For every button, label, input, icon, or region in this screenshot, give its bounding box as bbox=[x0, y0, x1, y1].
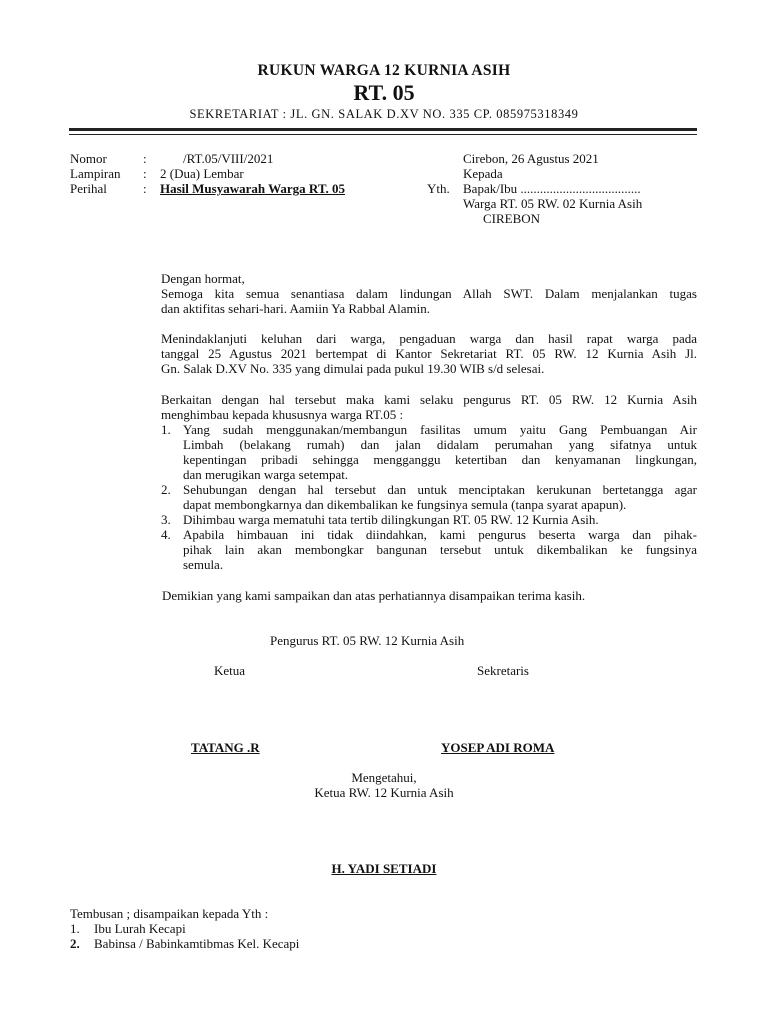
rt-title: RT. 05 bbox=[353, 80, 415, 105]
paragraph-opening bbox=[161, 286, 697, 316]
lampiran-label: Lampiran bbox=[70, 166, 121, 181]
kepada-label: Kepada bbox=[463, 166, 503, 181]
board-title: Pengurus RT. 05 RW. 12 Kurnia Asih bbox=[270, 633, 465, 648]
list-item bbox=[161, 527, 697, 572]
paragraph-appeal bbox=[161, 392, 697, 422]
list-item bbox=[161, 482, 697, 512]
yth-label: Yth. bbox=[427, 181, 450, 196]
list-line: Yang sudah menggunakan/membangun fasilitas umum yaitu Gang Pembuangan Air bbox=[183, 422, 697, 437]
paragraph-line: menghimbau kepada khususnya warga RT.05 : bbox=[161, 407, 404, 422]
paragraph-line: tanggal 25 Agustus 2021 bertempat di Kantor Sekretariat RT. 05 RW. 12 Kurnia Asih Jl. bbox=[161, 346, 697, 361]
ketua-name: TATANG .R bbox=[191, 740, 260, 755]
list-line: semula. bbox=[183, 557, 224, 572]
list-item bbox=[161, 512, 697, 527]
cc-heading: Tembusan ; disampaikan kepada Yth : bbox=[70, 906, 269, 921]
list-number: 2. bbox=[161, 482, 171, 497]
header-rule-thin bbox=[69, 134, 697, 135]
list-line: Dihimbau warga mematuhi tata tertib dilingkungan RT. 05 RW. 12 Kurnia Asih. bbox=[183, 512, 599, 527]
letter-date: Cirebon, 26 Agustus 2021 bbox=[463, 151, 599, 166]
cc-item: Ibu Lurah Kecapi bbox=[94, 921, 186, 936]
appeal-list bbox=[161, 422, 697, 572]
list-line: pihak lain akan membongkar bangunan tersebut untuk dikembalikan ke fungsinya bbox=[183, 542, 697, 557]
cc-item: Babinsa / Babinkamtibmas Kel. Kecapi bbox=[94, 936, 300, 951]
closing-sentence: Demikian yang kami sampaikan dan atas perhatiannya disampaikan terima kasih. bbox=[162, 588, 586, 603]
lampiran-colon: : bbox=[143, 166, 147, 181]
header-rule-thick bbox=[69, 128, 697, 131]
organization-name: RUKUN WARGA 12 KURNIA ASIH bbox=[257, 62, 511, 79]
recipient-city: CIREBON bbox=[483, 211, 541, 226]
perihal-value: Hasil Musyawarah Warga RT. 05 bbox=[160, 181, 346, 196]
paragraph-followup bbox=[161, 331, 697, 376]
list-item bbox=[161, 422, 697, 482]
list-line: dapat membongkarnya dan dikembalikan ke fungsinya semula (tanpa syarat apapun). bbox=[183, 497, 627, 512]
ketua-title: Ketua bbox=[214, 663, 246, 678]
list-line: Limbah (belakang rumah) dan jalan didalam perumahan yang sifatnya untuk bbox=[183, 437, 697, 452]
paragraph-line: Berkaitan dengan hal tersebut maka kami selaku pengurus RT. 05 RW. 12 Kurnia Asih bbox=[161, 392, 697, 407]
perihal-label: Perihal bbox=[70, 181, 107, 196]
list-number: 4. bbox=[161, 527, 171, 542]
list-line: kepentingan pribadi sehingga mengganggu ketertiban dan kenyamanan lingkungan, bbox=[183, 452, 697, 467]
sekretaris-title: Sekretaris bbox=[477, 663, 529, 678]
recipient-bapak-ibu: Bapak/Ibu ..................................... bbox=[463, 181, 641, 196]
nomor-colon: : bbox=[143, 151, 147, 166]
list-number: 1. bbox=[161, 422, 171, 437]
list-number: 3. bbox=[161, 512, 171, 527]
paragraph-line: Menindaklanjuti keluhan dari warga, pengaduan warga dan hasil rapat warga pada bbox=[161, 331, 697, 346]
list-line: Sehubungan dengan hal tersebut dan untuk menciptakan kerukunan bertetangga agar bbox=[183, 482, 697, 497]
mengetahui-label: Mengetahui, bbox=[351, 770, 417, 785]
secretariat-address: SEKRETARIAT : JL. GN. SALAK D.XV NO. 335 CP. 085975318349 bbox=[189, 107, 579, 121]
nomor-label: Nomor bbox=[70, 151, 107, 166]
nomor-value: /RT.05/VIII/2021 bbox=[183, 151, 274, 166]
list-line: Apabila himbauan ini tidak diindahkan, kami pengurus beserta warga dan pihak- bbox=[183, 527, 697, 542]
greeting: Dengan hormat, bbox=[161, 271, 245, 286]
paragraph-line: Gn. Salak D.XV No. 335 yang dimulai pada pukul 19.30 WIB s/d selesai. bbox=[161, 361, 545, 376]
cc-number: 2. bbox=[70, 936, 80, 951]
perihal-colon: : bbox=[143, 181, 147, 196]
cc-number: 1. bbox=[70, 921, 80, 936]
lampiran-value: 2 (Dua) Lembar bbox=[160, 166, 244, 181]
sekretaris-name: YOSEP ADI ROMA bbox=[441, 740, 555, 755]
rw-chair-name: H. YADI SETIADI bbox=[331, 861, 437, 876]
list-line: dan merugikan warga setempat. bbox=[183, 467, 349, 482]
recipient-warga: Warga RT. 05 RW. 02 Kurnia Asih bbox=[463, 196, 643, 211]
paragraph-line: dan aktifitas sehari-hari. Aamiin Ya Rabbal Alamin. bbox=[161, 301, 430, 316]
rw-chair-title: Ketua RW. 12 Kurnia Asih bbox=[314, 785, 454, 800]
paragraph-line: Semoga kita semua senantiasa dalam lindungan Allah SWT. Dalam menjalankan tugas bbox=[161, 286, 697, 301]
